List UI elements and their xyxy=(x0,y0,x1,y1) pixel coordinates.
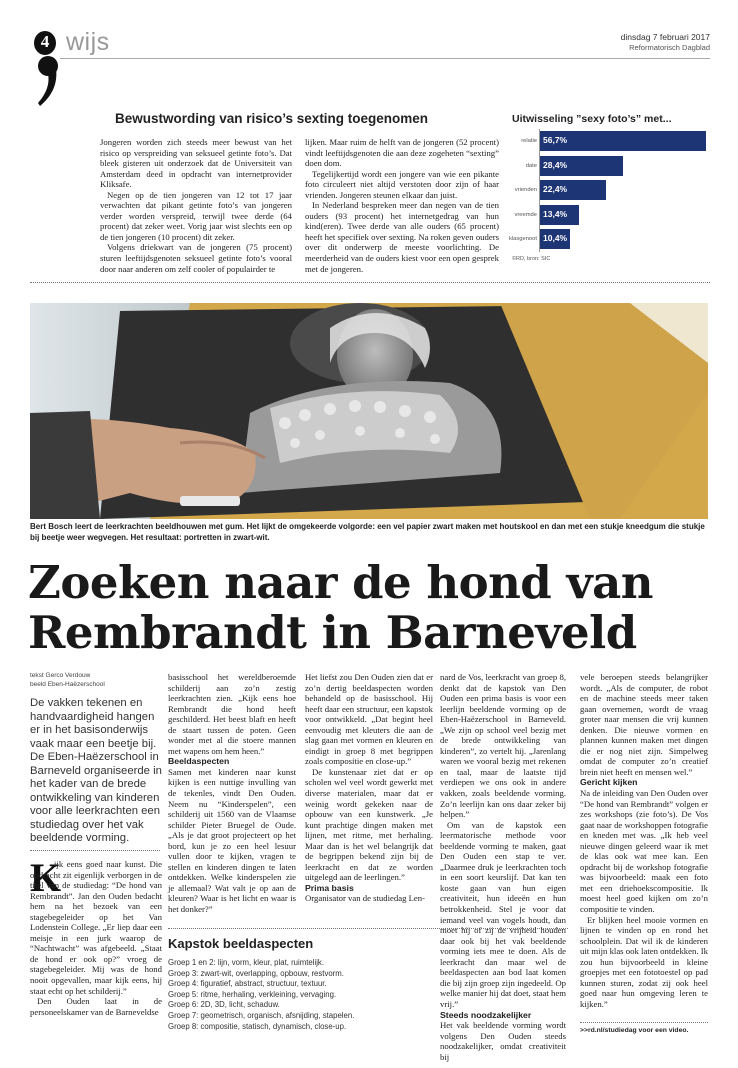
kapstok-item: Groep 3: zwart-wit, overlapping, opbouw, restvorm. xyxy=(168,968,344,978)
video-link[interactable]: >>rd.nl/studiedag voor een video. xyxy=(580,1027,689,1034)
chart-category-label: klasgenoot xyxy=(508,236,537,242)
paragraph: Organisator van de studiedag Len- xyxy=(305,893,425,904)
kapstok-title: Kapstok beeldaspecten xyxy=(168,936,314,951)
headline-line: Rembrandt in Barneveld xyxy=(28,606,637,659)
subheading-steeds-noodzakelijker: Steeds noodzakelijker xyxy=(440,1009,532,1020)
comma-mark-icon xyxy=(34,56,60,108)
paragraph: Volgens driekwart van de jongeren (75 procent) sturen leeftijdsgenoten seksueel getinte foto’s vooral door naar anderen om zelf cooler of populairder te xyxy=(100,242,292,274)
chart-axis-line xyxy=(539,129,540,252)
subheading-beeldaspecten: Beeldaspecten xyxy=(168,756,230,767)
paragraph: De kunstenaar ziet dat er op scholen wel veel wordt gewerkt met diverse materialen, maar dat er weinig wordt gekeken naar de opbouw van een kunstwerk. „Je kunt prachtige dingen maken met lijnen, met ritme, met herhaling. Maar dan is het wel belangrijk dat de begrippen bekend zijn bij de leerkracht en dat ze worden uitgelegd aan de leerlingen.” xyxy=(305,766,433,883)
paragraph: Het liefst zou Den Ouden zien dat er zo’n dertig beeldaspecten worden behandeld op de basisschool. Hij heeft daar een structuur, een kapstok voor ontwikkeld. „Dat begint heel eenvoudig met kleuters die aan de slag gaan met vormen en kleuren en eindigt in groep 8 met begrippen zoals compositie en close-up.” xyxy=(305,672,433,767)
chart-title: Uitwisseling ”sexy foto’s” met... xyxy=(512,113,672,125)
page-number: 4 xyxy=(40,32,50,51)
paragraph: In Nederland bespreken meer dan negen van de tien ouders (93 procent) het internetgedrag van hun kind(eren). Twee derde van alle ouders (65 procent) heeft het specifiek over sexting. Na roken geven ouders over dit onderwerp de meeste voorlichting. De meerderheid van de ouders kiest voor een open gesprek met de jongeren. xyxy=(305,200,499,274)
article-column-3 xyxy=(305,672,433,904)
kapstok-item: Groep 5: ritme, herhaling, verkleining, vervaging. xyxy=(168,989,337,999)
chart-value-label: 56,7% xyxy=(543,135,568,145)
chart-value-label: 10,4% xyxy=(543,233,568,243)
byline-text: tekst Gerco Verdouw xyxy=(30,672,91,679)
paragraph: vele beroepen steeds belangrijker wordt. „Als de computer, de robot en de machine steeds meer taken gaan overnemen, wordt de vraag groter naar mensen die vrij kunnen denken. Die nieuwe vormen en plannen kunnen maken met dingen die er nog niet zijn. Simpelweg omdat de computer zo’n creatief brein niet heeft en mensen wel.” xyxy=(580,672,708,777)
chart-bar xyxy=(540,156,623,176)
kapstok-item: Groep 4: figuratief, abstract, structuur, textuur. xyxy=(168,979,327,989)
paragraph: basisschool het wereldberoemde schilderij aan zo’n zestig leerkrachten zien. „Kijk eens hoe Rembrandt die hond heeft geschilderd. Het beest blaft en heeft de staart tussen de poten. Geen wonder met al die stoere mannen met wapens om hem heen.” xyxy=(168,672,296,756)
chart-category-label: relatie xyxy=(521,138,537,144)
sexting-column-1 xyxy=(100,137,292,274)
section-title: wijs xyxy=(66,28,110,56)
kapstok-item: Groep 7: geometrisch, organisch, afsnijding, stapelen. xyxy=(168,1010,355,1020)
kapstok-list xyxy=(168,958,428,1032)
paragraph: Om van de kapstok een leermatorische methode voor beeldende vorming te maken, gaat Den Ouden een stap te ver. „Daarmee druk je leerkrachten toch in een soort keurslijf. Dat kan ten koste gaan van hun eigen creativiteit, hun ideeën en hun betrokkenheid. Stel je voor dat iemand veel van vogels houdt, dan moet hij of zij de vrijheid houden daar ook bij het vak beeldende vorming iets mee te doen. Als de leerkracht dan maar wel de beeldaspecten aan bod laat komen die bij zijn groep zijn ingedeeld. Op welke manier hij dat doet, staat hem vrij.” xyxy=(440,819,566,1009)
paragraph: nard de Vos, leerkracht van groep 8, denkt dat de kapstok van Den Ouden een prima basis is voor een leerlijn beeldende vorming op de Eben-Haëzerschool in Barneveld. „We zijn op school veel bezig met de brede ontwikkeling van kinderen”, zo vertelt hij. „Jarenlang waren we vooral bezig met rekenen en taal, maar de laatste tijd verdiepen we ons ook in andere vakken, zoals beeldende vorming. Zo’n leerlijn kan ons daar zeker bij helpen.” xyxy=(440,672,566,820)
paragraph: Er blijken heel mooie vormen en lijnen te vinden op en rond het schoolplein. Dat wil ik de kinderen uit mijn klas ook laten ontdekken. Ik zou hun bijvoorbeeld in kleine groepjes met een fototoestel op pad kunnen sturen, zodat zij ook heel goed naar hun omgeving leren te kijken.” xyxy=(580,914,708,1009)
paragraph: Samen met kinderen naar kunst kijken is een nuttige invulling van de tekenles, vindt Den Ouden. Neem nu “Kinderspelen”, een schilderij uit 1560 van de Vlaamse schilder Pieter Bruegel de Oude. „Als je dat groot projecteert op het bord, kun je zo een heel lesuur vullen door te kijken, vragen te stellen en kinderen dingen te laten ontdekken. Welke kinderspelen zie je allemaal? Wat valt je op aan de kleuren? Waar is het licht en waar is het donker?” xyxy=(168,766,296,915)
section-divider xyxy=(30,282,710,283)
article-column-1 xyxy=(30,855,162,1017)
intro-divider xyxy=(30,850,160,851)
charcoal-drawing-illustration xyxy=(30,303,708,519)
main-headline xyxy=(28,558,718,658)
header-rule xyxy=(60,58,710,59)
photo-charcoal-portrait xyxy=(30,303,708,519)
article-column-2 xyxy=(168,672,296,915)
paragraph: ijk eens goed naar kunst. Die opdracht zit eigenlijk verborgen in de titel van de studiedag: “De hond van Rembrandt”. Jan den Ouden bedacht hem na het bezoek van een stagebegeleider op het Van Lodenstein College. „Er liep daar een meisje in een jurk waarop de “Nachtwacht” was afgebeeld. „Staat de hond er ook op?” vroeg de stagebegeleider. Mij was de hond nooit opgevallen, maar kijk eens, hij staat echt op het schilderij.” xyxy=(30,859,162,996)
chart-bar xyxy=(540,205,579,225)
sexting-column-2 xyxy=(305,137,499,274)
chart-value-label: 22,4% xyxy=(543,184,568,194)
article-intro: De vakken tekenen en handvaardigheid hangen er in het basisonderwijs vaak maar een beetje bij. De Eben-Haëzerschool in Barneveld organiseerde in het kader van de brede ontwikkeling van kinderen voor alle leerkrachten een studiedag over het vak beeldende vorming. xyxy=(30,697,162,844)
chart-credit: ©RD, bron: SIC xyxy=(512,256,551,262)
chart-bar xyxy=(540,131,706,151)
paragraph: Jongeren worden zich steeds meer bewust van het risico op verspreiding van seksueel getinte foto’s. Dat bleek gisteren uit onderzoek dat de Universiteit van Amsterdam deed in opdracht van internetprovider Kliksafe. xyxy=(100,137,292,190)
chart-bar xyxy=(540,180,606,200)
link-divider xyxy=(580,1022,708,1023)
subheading-prima-basis: Prima basis xyxy=(305,882,354,893)
paragraph: Het vak beeldende vorming wordt volgens Den Ouden steeds noodzakelijker, omdat creativiteit bij xyxy=(440,1020,566,1062)
newspaper-name: Reformatorisch Dagblad xyxy=(629,43,710,52)
chart-value-label: 28,4% xyxy=(543,159,568,170)
chart-bar xyxy=(540,229,570,249)
sexting-headline: Bewustwording van risico’s sexting toegenomen xyxy=(115,111,429,126)
paragraph: Den Ouden laat in de personeelskamer van de Barneveldse xyxy=(30,996,162,1017)
photo-caption: Bert Bosch leert de leerkrachten beeldhouwen met gum. Het lijkt de omgekeerde volgorde: een vel papier zwart maken met houtskool en dan met een stukje kneedgum die stukje bij beetje weer wegvegen. Het resultaat: portretten in zwart-wit. xyxy=(30,522,705,542)
kapstok-item: Groep 1 en 2: lijn, vorm, kleur, plat, ruimtelijk. xyxy=(168,958,324,967)
subheading-gericht-kijken: Gericht kijken xyxy=(580,777,638,788)
kapstok-item: Groep 6: 2D, 3D, licht, schaduw. xyxy=(168,1000,280,1010)
headline-line: Zoeken naar de hond van xyxy=(28,556,653,609)
article-column-4 xyxy=(440,672,566,1062)
kapstok-item: Groep 8: compositie, statisch, dynamisch, close-up. xyxy=(168,1021,347,1031)
chart-category-label: vrienden xyxy=(514,187,537,193)
issue-date: dinsdag 7 februari 2017 xyxy=(620,32,710,42)
paragraph: Negen op de tien jongeren van 12 tot 17 jaar verwachten dat pikant getinte foto’s van jongeren verder worden verspreid, terwijl twee derde (64 procent) dat zeker weet. Vorig jaar wist slechts een op de tien jongeren (10 procent) dit zeker. xyxy=(100,189,292,242)
chart-category-label: date xyxy=(525,162,537,169)
byline-image: beeld Eben-Haëzerschool xyxy=(30,681,105,688)
paragraph: Na de inleiding van Den Ouden over “De hond van Rembrandt” volgen er zes workshops (zie foto’s). De Vos gaat naar de workshoppen fotografie en kneden met was. „Ik heb veel nieuwe dingen geleerd waar ik met de klas ook wat mee kan. Een opdracht bij de workshop fotografie was bijvoorbeeld: maak een foto met een driehoekscompositie. Ik moest heel goed kijken om zo’n compositie te vinden. xyxy=(580,788,708,915)
article-column-5 xyxy=(580,672,708,1010)
chart-value-label: 13,4% xyxy=(543,208,568,219)
paragraph: Tegelijkertijd wordt een jongere van wie een pikante foto circuleert niet altijd verstoten door zijn of haar vrienden. Jongeren steunen elkaar dan juist. xyxy=(305,168,499,200)
paragraph: lijken. Maar ruim de helft van de jongeren (52 procent) vindt leeftijdsgenoten die aan deze zogeheten “sexting” doen dom. xyxy=(305,137,499,169)
chart-category-label: vreemde xyxy=(514,211,537,218)
drop-cap: K xyxy=(30,855,62,900)
